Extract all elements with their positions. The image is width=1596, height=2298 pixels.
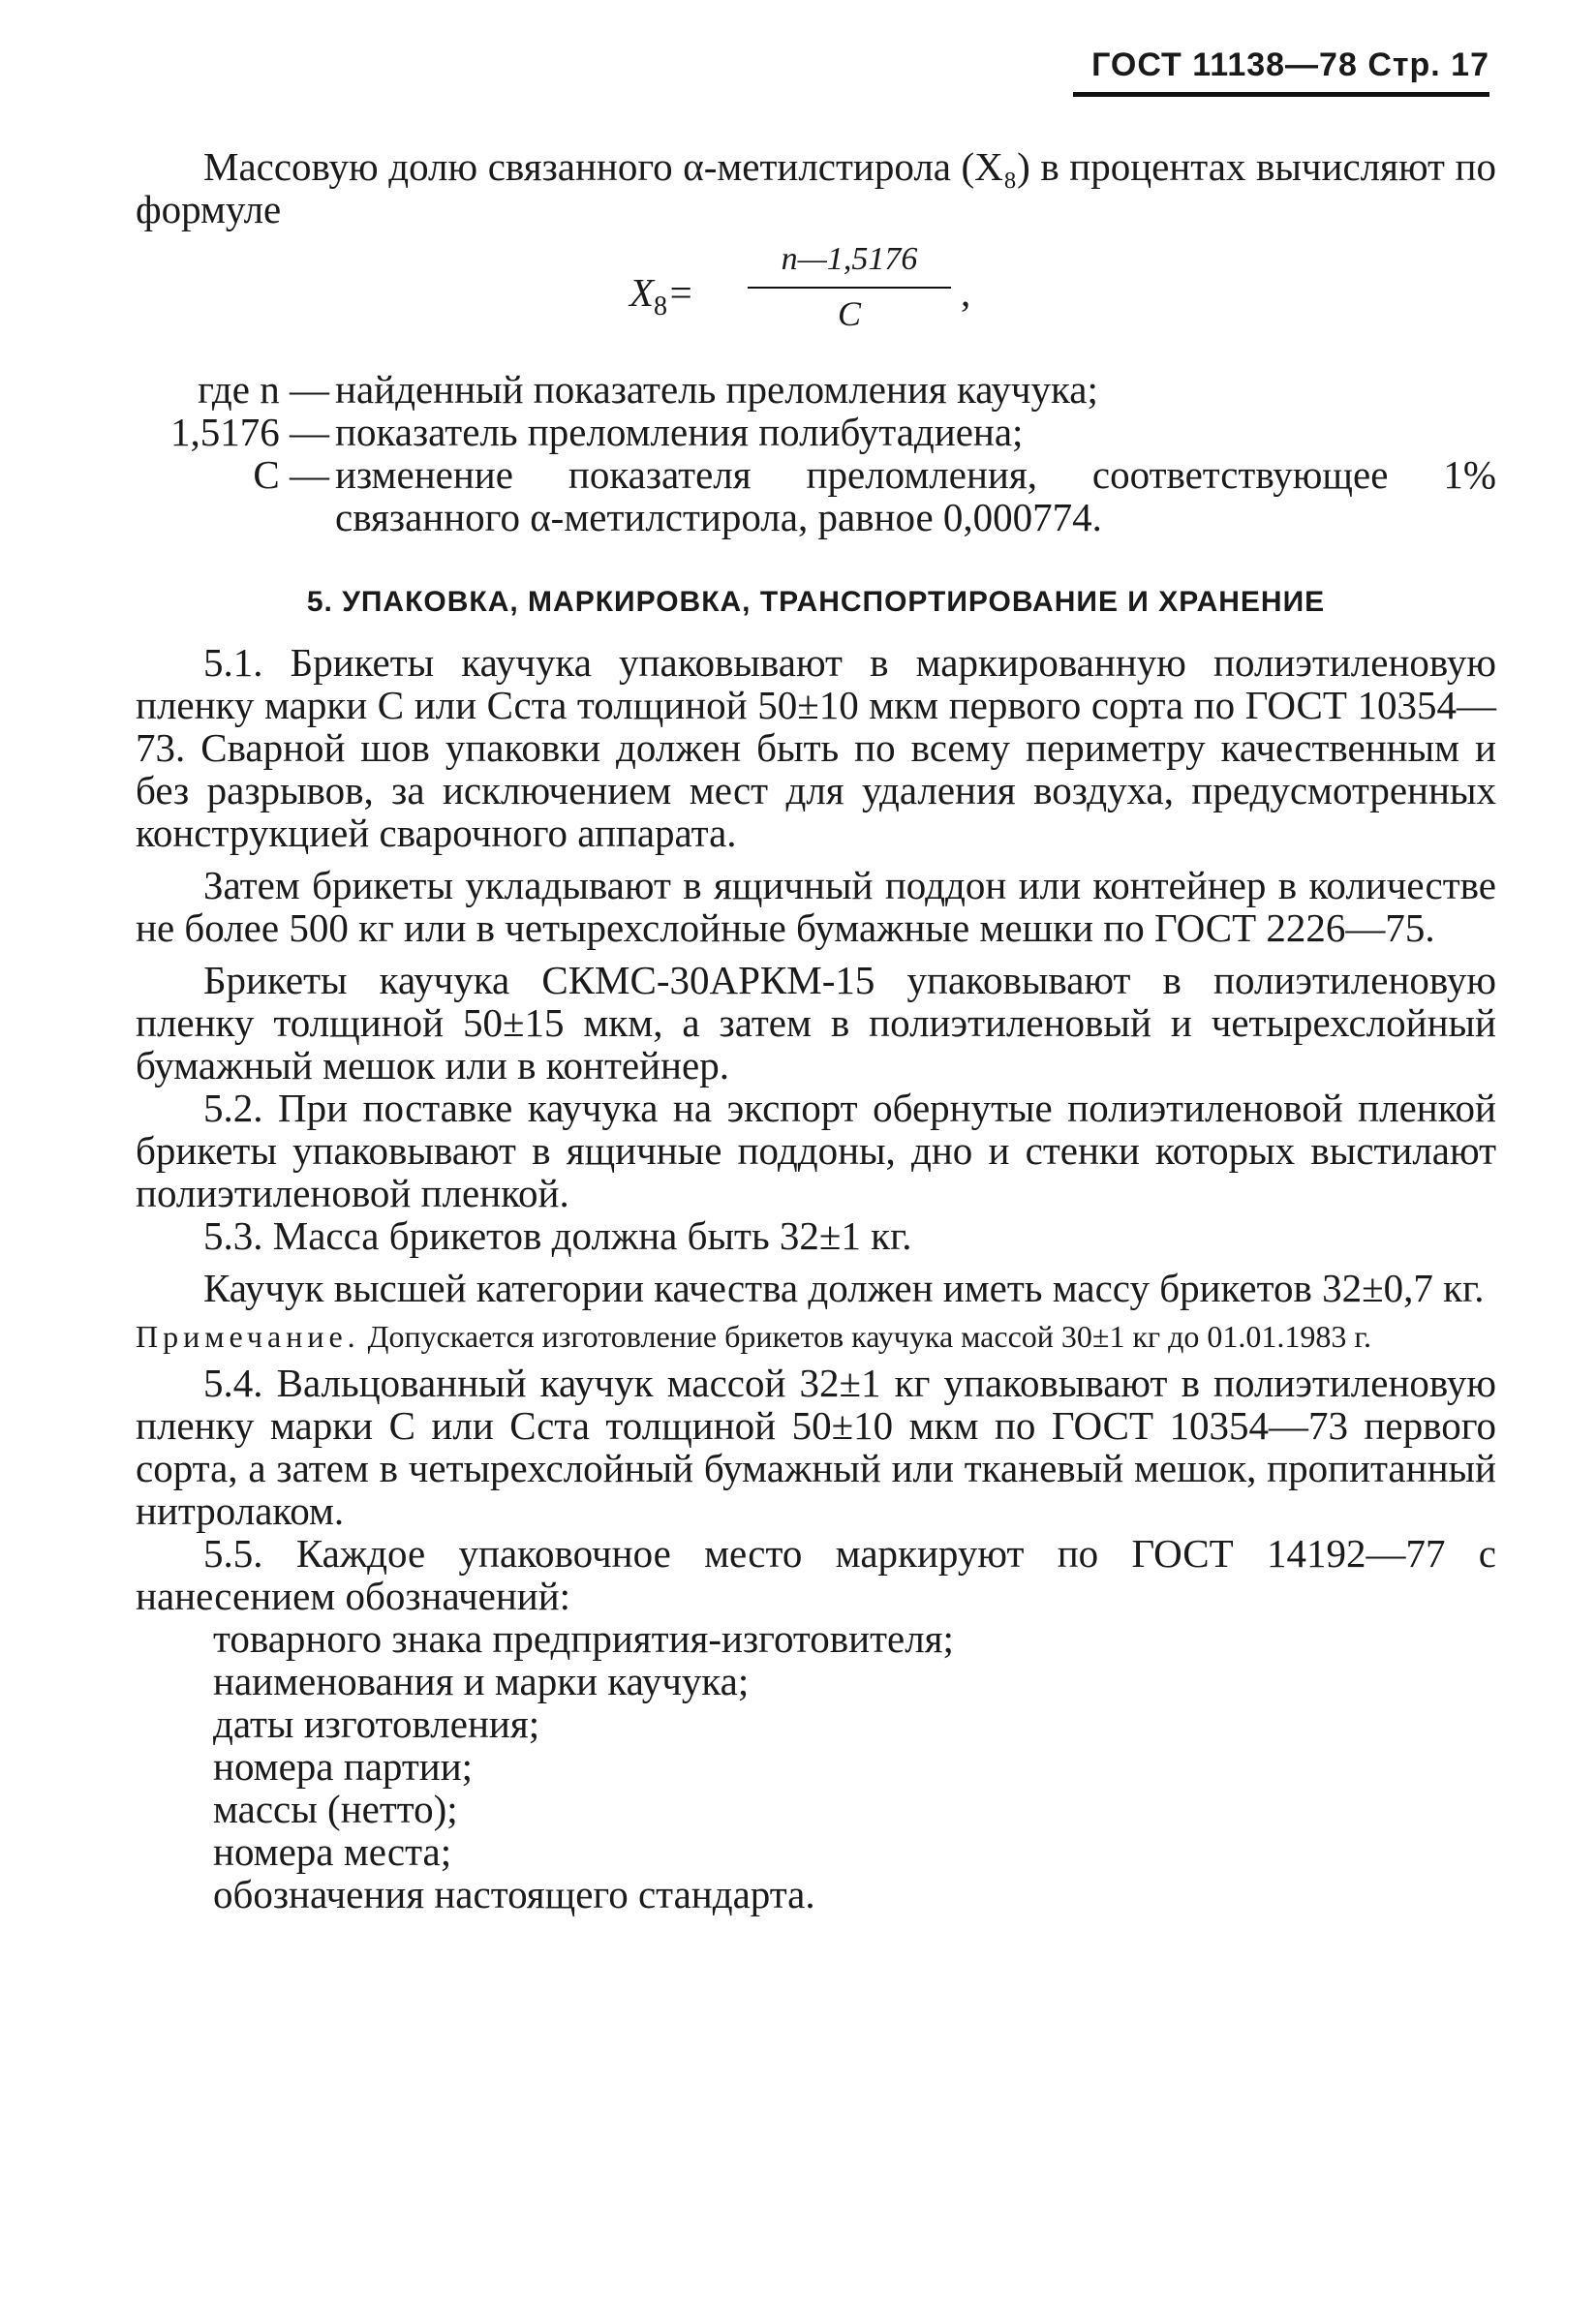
paragraph: 5.3. Масса брикетов должна быть 32±1 кг. bbox=[203, 1213, 912, 1258]
page-header: ГОСТ 11138—78 Стр. 17 bbox=[1073, 46, 1489, 97]
paragraph: 5.1. Брикеты каучука упаковывают в маркированную полиэтиленовую пленку марки С или Сста толщиной 50±10 мкм первого сорта по ГОСТ 10354—73. Сварной шов упаковки должен быть по всему периметру качественным и без разрывов, за исключением мест для удаления воздуха, предусмотренных конструкцией сварочного аппарата. bbox=[136, 640, 1496, 855]
formula-trail: , bbox=[961, 270, 971, 315]
definition-term: C — bbox=[253, 452, 329, 497]
list-item: товарного знака предприятия-изготовителя; bbox=[213, 1616, 954, 1661]
definition-row bbox=[136, 453, 1496, 538]
paragraph: Затем брикеты укладывают в ящичный поддон или контейнер в количестве не более 500 кг или в четырехслойные бумажные мешки по ГОСТ 2226—75. bbox=[136, 863, 1496, 950]
definition-text: изменение показателя преломления, соответствующее 1% связанного α-метилстирола, равное 0,000774. bbox=[335, 452, 1496, 539]
list-item: обозначения настоящего стандарта. bbox=[213, 1872, 815, 1916]
note bbox=[136, 1319, 1496, 1354]
definition-row bbox=[136, 368, 1496, 411]
list-item: номера места; bbox=[213, 1829, 452, 1874]
formula-denominator: C bbox=[837, 294, 861, 333]
definitions bbox=[136, 368, 1496, 538]
formula-lhs: $X_8=$ bbox=[629, 270, 694, 322]
paragraph: Каучук высшей категории качества должен иметь массу брикетов 32±0,7 кг. bbox=[203, 1266, 1485, 1310]
definition-text: показатель преломления полибутадиена; bbox=[335, 410, 1024, 454]
formula-numerator: n—1,5176 bbox=[748, 238, 951, 289]
marking-list bbox=[136, 1617, 1496, 1915]
formula-fraction bbox=[748, 238, 951, 335]
definition-term: где n — bbox=[198, 367, 329, 412]
list-item: номера партии; bbox=[213, 1744, 474, 1789]
intro-paragraph: Массовую долю связанного α-метилстирола (X₈) в процентах вычисляют по формуле bbox=[136, 144, 1496, 231]
definition-term: 1,5176 — bbox=[170, 410, 329, 454]
note-label: Примечание. bbox=[136, 1319, 360, 1354]
formula bbox=[136, 238, 1496, 345]
definition-row bbox=[136, 411, 1496, 453]
list-item: наименования и марки каучука; bbox=[213, 1659, 750, 1703]
definition-text: найденный показатель преломления каучука; bbox=[335, 367, 1098, 412]
paragraph: 5.4. Вальцованный каучук массой 32±1 кг упаковывают в полиэтиленовую пленку марки С или Сста толщиной 50±10 мкм по ГОСТ 10354—73 первого сорта, а затем в четырехслойный бумажный или тканевый мешок, пропитанный нитролаком. bbox=[136, 1361, 1496, 1533]
document-body bbox=[136, 145, 1496, 1915]
list-item: массы (нетто); bbox=[213, 1787, 458, 1831]
paragraph: 5.2. При поставке каучука на экспорт обернутые полиэтиленовой пленкой брикеты упаковывают в ящичные поддоны, дно и стенки которых выстилают полиэтиленовой пленкой. bbox=[136, 1086, 1496, 1215]
note-text: Допускается изготовление брикетов каучука массой 30±1 кг до 01.01.1983 г. bbox=[367, 1319, 1371, 1354]
paragraph: 5.5. Каждое упаковочное место маркируют по ГОСТ 14192—77 с нанесением обозначений: bbox=[136, 1531, 1496, 1618]
list-item: даты изготовления; bbox=[213, 1701, 540, 1746]
section-title: 5. УПАКОВКА, МАРКИРОВКА, ТРАНСПОРТИРОВАНИЕ И ХРАНЕНИЕ bbox=[306, 586, 1326, 618]
paragraph: Брикеты каучука СКМС-30АРКМ-15 упаковывают в полиэтиленовую пленку толщиной 50±15 мкм, а затем в полиэтиленовый и четырехслойный бумажный мешок или в контейнер. bbox=[136, 958, 1496, 1088]
